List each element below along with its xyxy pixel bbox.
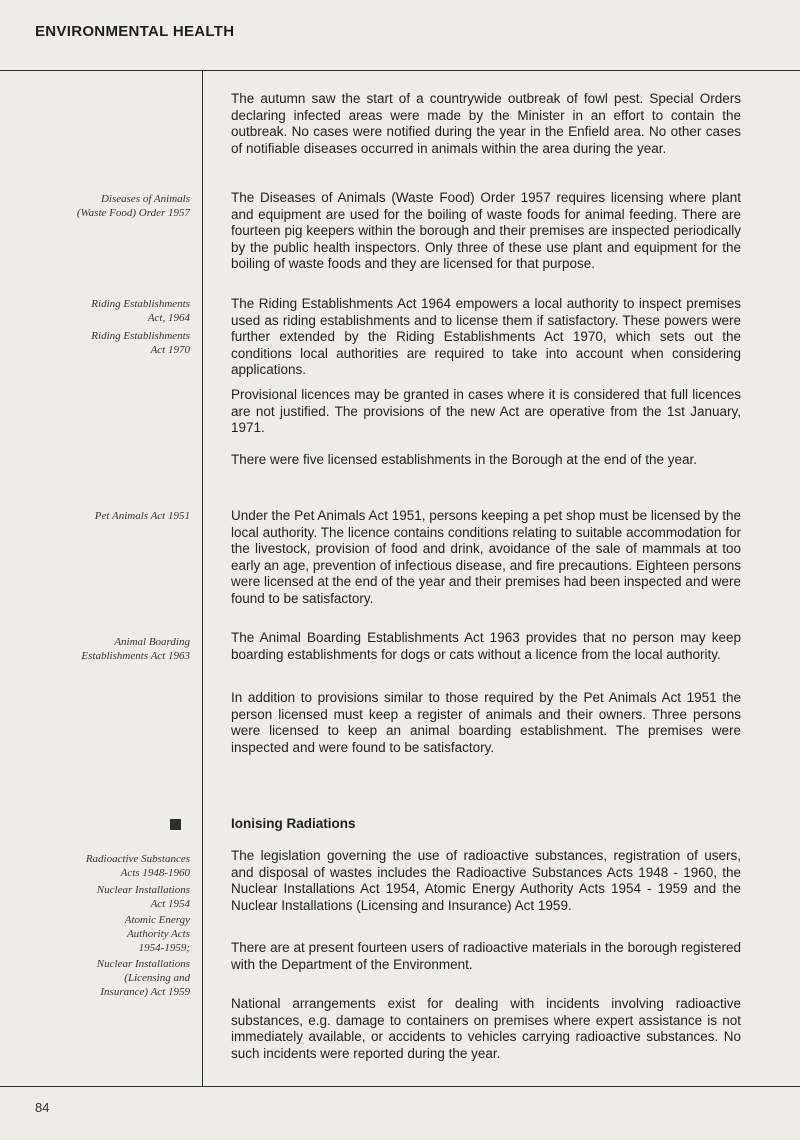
margin-note-riding-1964: Riding Establishments Act, 1964 xyxy=(91,298,190,324)
paragraph-animal-boarding: The Animal Boarding Establishments Act 1963 provides that no person may keep boarding establishments for dogs or cats without a licence from the local authority. xyxy=(231,630,741,662)
margin-note-pet-animals: Pet Animals Act 1951 xyxy=(94,510,190,522)
paragraph-radiation-legislation: The legislation governing the use of radioactive substances, registration of users, and disposal of wastes includes the Radioactive Substances Acts 1948 - 1960, the Nuclear Installations Act 1954, Atomic Energy Authority Acts 1954 - 1959 and the Nuclear Installations (Licensing and Insurance) Act 1959. xyxy=(231,848,741,913)
paragraph-national-arrangements: National arrangements exist for dealing with incidents involving radioactive substances, e.g. damage to containers on premises where expert assistance is not immediately available, or accidents to vehicles carrying radioactive substances. No such incidents were reported during the year. xyxy=(231,996,741,1061)
paragraph-fowl-pest: The autumn saw the start of a countrywide outbreak of fowl pest. Special Orders declaring infected areas were made by the Minister in an effort to contain the outbreak. No cases were notified during the year in the Enfield area. No other cases of notifiable diseases occurred in animals within the area during the year. xyxy=(231,91,741,156)
margin-note-animal-boarding: Animal Boarding Establishments Act 1963 xyxy=(81,636,190,662)
column-divider xyxy=(202,70,203,1087)
page-number: 84 xyxy=(35,1100,50,1115)
section-marker xyxy=(170,819,181,830)
paragraph-licensed-establishments: There were five licensed establishments in the Borough at the end of the year. xyxy=(231,452,698,467)
paragraph-pet-animals: Under the Pet Animals Act 1951, persons keeping a pet shop must be licensed by the local authority. The licence contains conditions relating to suitable accommodation for the livestock, provision of food and drink, avoidance of the sale of mammals at too early an age, prevention of infectious disease, and fire precautions. Eighteen persons were licensed at the end of the year and their premises had been inspected and were found to be satisfactory. xyxy=(231,508,741,606)
margin-note-nuclear-installations: Nuclear Installations Act 1954 xyxy=(96,884,190,910)
margin-note-nuclear-licensing: Nuclear Installations (Licensing and Insurance) Act 1959 xyxy=(96,958,190,998)
margin-note-radioactive-substances: Radioactive Substances Acts 1948-1960 xyxy=(85,853,190,879)
paragraph-riding-establishments: The Riding Establishments Act 1964 empowers a local authority to inspect premises used as riding establishments and to license them if satisfactory. These powers were further extended by the Riding Establishments Act 1970, which sets out the conditions local authorities are required to take into account when considering applications. xyxy=(231,296,741,378)
margin-note-riding-1970: Riding Establishments Act 1970 xyxy=(91,330,190,356)
section-heading-ionising-radiations: Ionising Radiations xyxy=(231,816,356,831)
page-header: ENVIRONMENTAL HEALTH xyxy=(35,23,235,40)
paragraph-radioactive-users: There are at present fourteen users of radioactive materials in the borough registered with the Department of the Environment. xyxy=(231,940,741,972)
margin-note-diseases-of-animals: Diseases of Animals (Waste Food) Order 1957 xyxy=(76,193,190,219)
paragraph-boarding-register: In addition to provisions similar to those required by the Pet Animals Act 1951 the person licensed must keep a register of animals and their owners. Three persons were licensed to keep an animal boarding establishment. The premises were inspected and were found to be satisfactory. xyxy=(231,690,741,755)
paragraph-waste-food-order: The Diseases of Animals (Waste Food) Order 1957 requires licensing where plant and equipment are used for the boiling of waste foods for animal feeding. There are fourteen pig keepers within the borough and their premises are inspected periodically by the public health inspectors. Only three of these use plant and equipment for the boiling of waste foods and they are licensed for that purpose. xyxy=(231,190,741,272)
top-rule xyxy=(0,70,800,71)
bottom-rule xyxy=(0,1086,800,1087)
paragraph-provisional-licences: Provisional licences may be granted in cases where it is considered that full licences are not justified. The provisions of the new Act are operative from the 1st January, 1971. xyxy=(231,387,741,436)
margin-note-atomic-energy: Atomic Energy Authority Acts 1954-1959; xyxy=(124,914,190,954)
